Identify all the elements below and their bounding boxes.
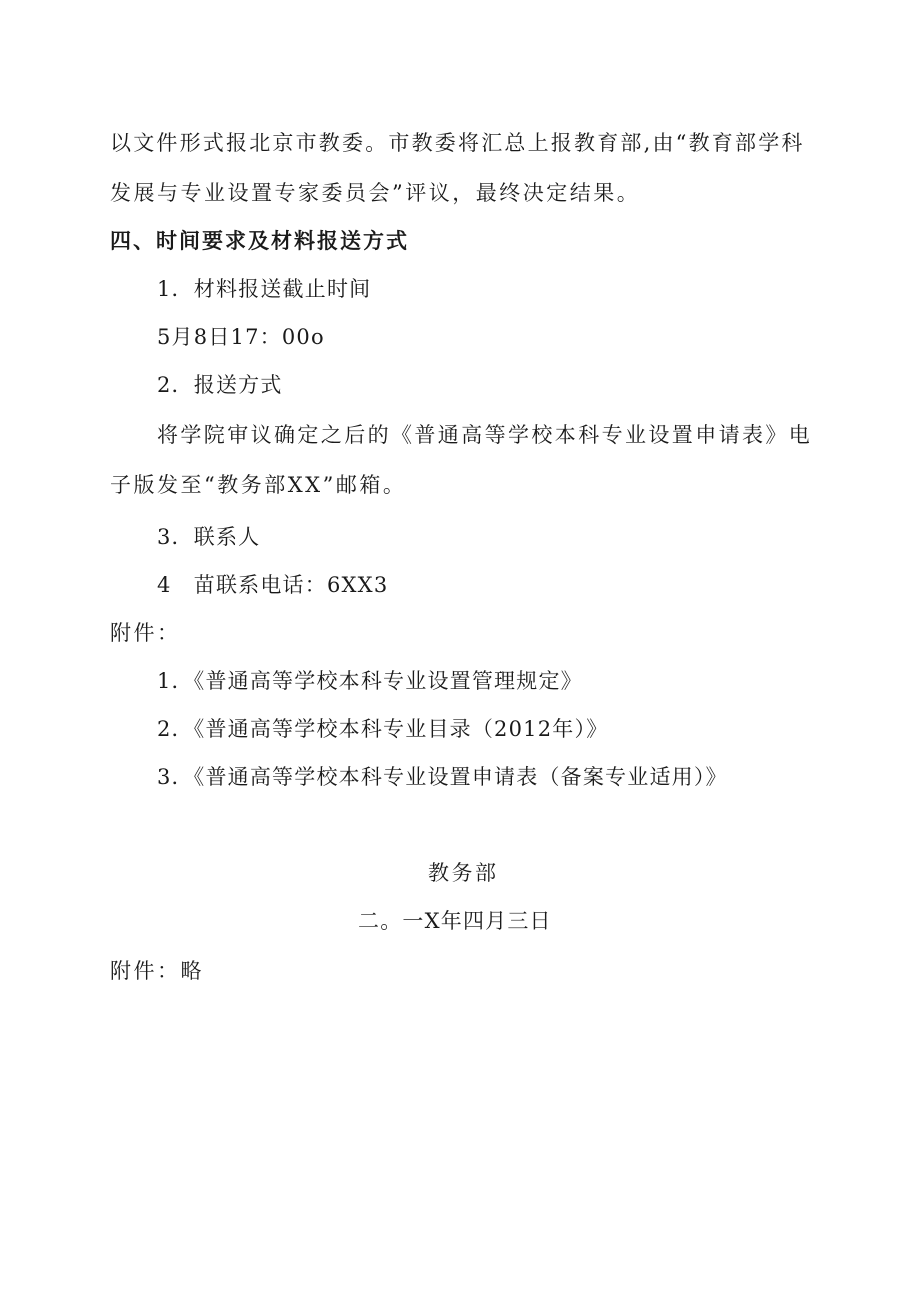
attachments-label: 附件： — [110, 621, 181, 645]
contact-phone: 4 苗联系电话：6XX3 — [157, 573, 389, 597]
item-title: 1．材料报送截止时间 — [157, 277, 372, 301]
item-detail-line: 子版发至“教务部XX”邮箱。 — [110, 473, 407, 497]
item-detail-line: 将学院审议确定之后的《普通高等学校本科专业设置申请表》电 — [157, 423, 813, 447]
paragraph-line: 发展与专业设置专家委员会”评议，最终决定结果。 — [110, 181, 641, 205]
attachment-item: 1．《普通高等学校本科专业设置管理规定》 — [157, 669, 583, 693]
item-title: 3．联系人 — [157, 525, 261, 549]
signature-department: 教务部 — [428, 861, 499, 885]
attachment-item: 3．《普通高等学校本科专业设置申请表（备案专业适用）》 — [157, 765, 728, 789]
attachment-item: 2．《普通高等学校本科专业目录（2012年）》 — [157, 717, 609, 741]
attachment-note: 附件：略 — [110, 959, 204, 983]
paragraph-line: 以文件形式报北京市教委。市教委将汇总上报教育部,由“教育部学科 — [110, 131, 805, 155]
signature-date: 二。一X年四月三日 — [358, 909, 552, 933]
section-heading: 四、时间要求及材料报送方式 — [110, 229, 409, 253]
item-detail: 5月8日17：00o — [157, 325, 325, 349]
item-title: 2．报送方式 — [157, 373, 283, 397]
